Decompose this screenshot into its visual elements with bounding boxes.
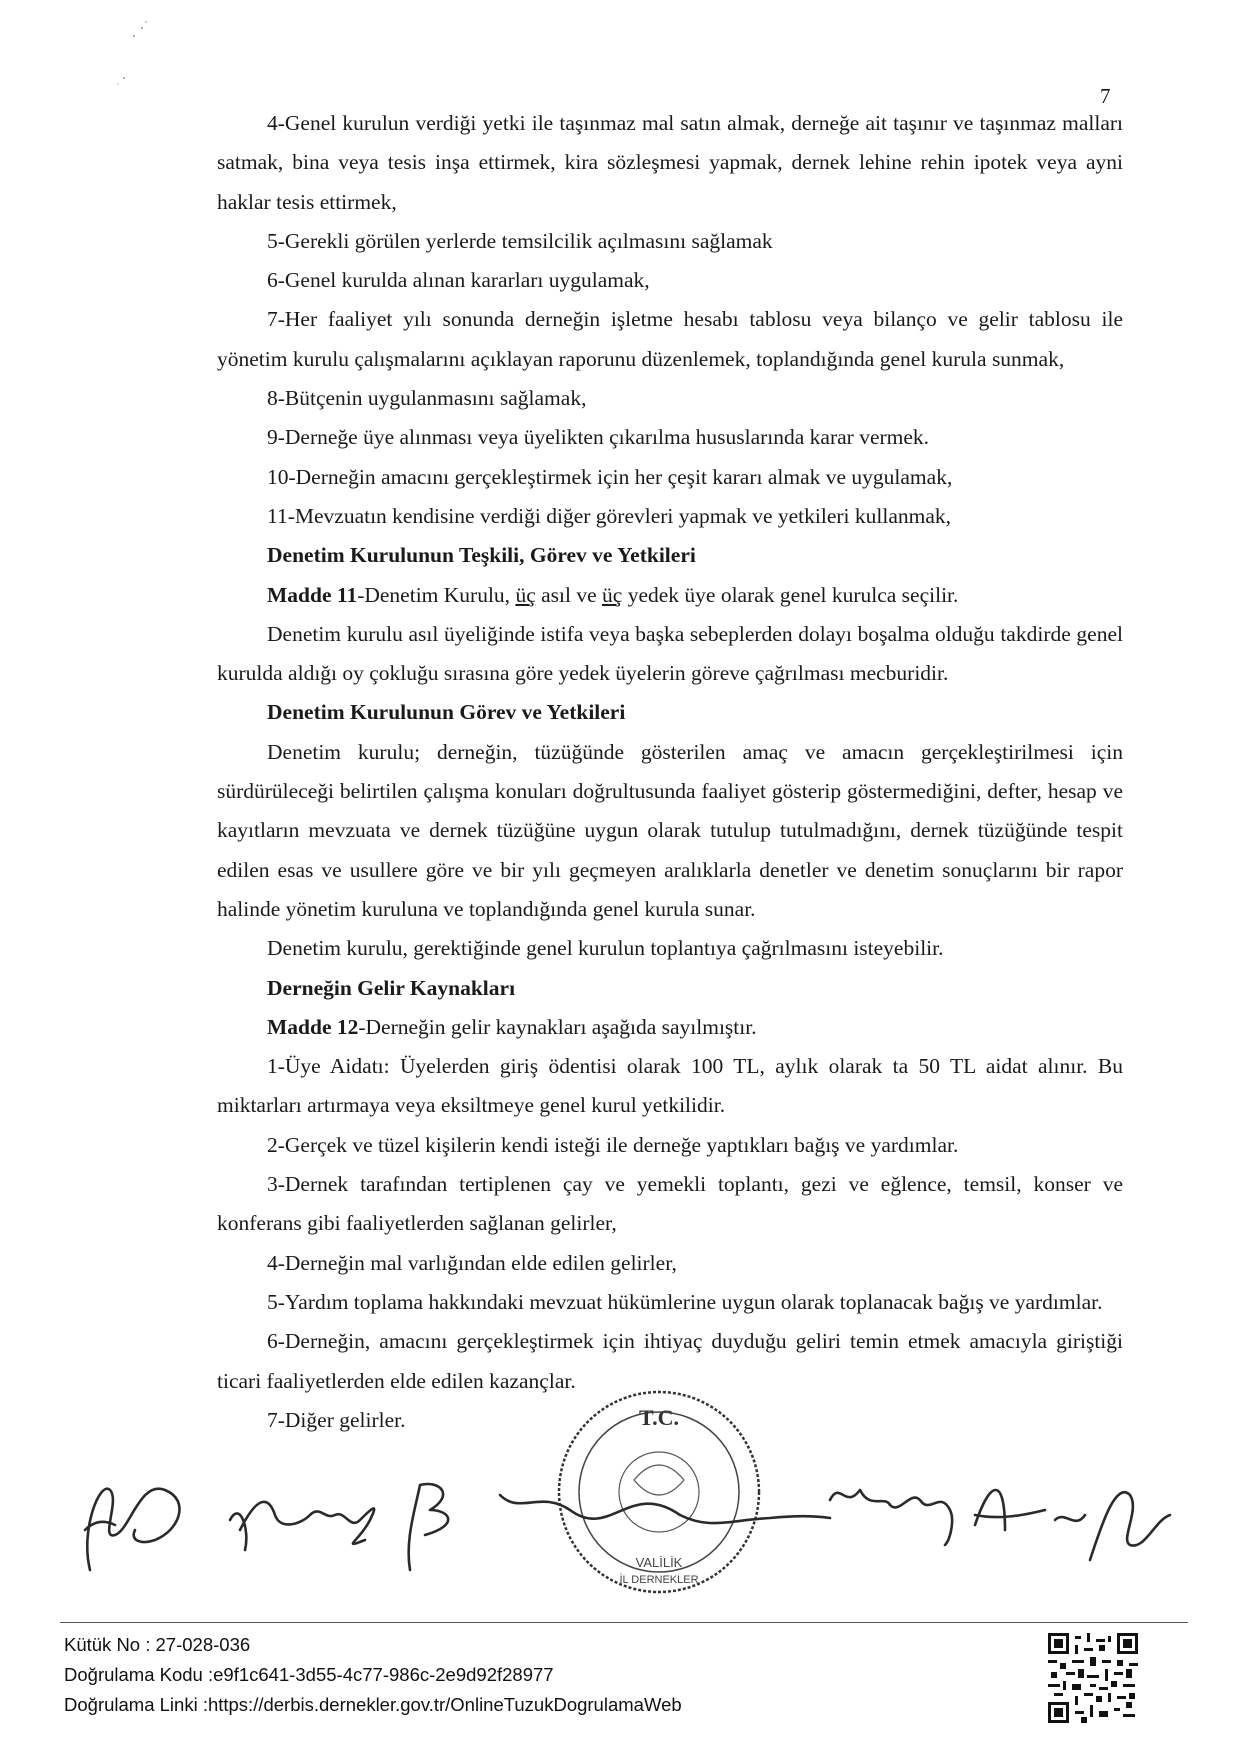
- paragraph: 5-Gerekli görülen yerlerde temsilcilik açılmasını sağlamak: [267, 228, 773, 253]
- paragraph: Denetim kurulu; derneğin, tüzüğünde gösterilen amaç ve amacın gerçekleştirilmesi için sürdürüleceği belirtilen çalışma konuları doğrultusunda faaliyet gösterip göstermediğini, defter, hesap ve kayıtların mevzuata ve dernek tüzüğüne uygun olarak tutulup tutulmadığını, dernek tüzüğünde tespit edilen esas ve usullere göre ve bir yılı geçmeyen aralıklarla denetler ve denetim sonuçlarını bir rapor halinde yönetim kuruluna ve toplandığında genel kurula sunar.: [217, 739, 1123, 921]
- paragraph: 5-Yardım toplama hakkındaki mevzuat hükümlerine uygun olarak toplanacak bağış ve yardımlar.: [267, 1289, 1103, 1314]
- document-body: [217, 104, 1123, 1440]
- section-heading: Denetim Kurulunun Görev ve Yetkileri: [267, 700, 626, 725]
- svg-text:İL DERNEKLER: İL DERNEKLER: [619, 1574, 699, 1586]
- registry-number: Kütük No : 27-028-036: [64, 1634, 251, 1655]
- paragraph: 1-Üye Aidatı: Üyelerden giriş ödentisi olarak 100 TL, aylık olarak ta 50 TL aidat alınır. Bu miktarları artırmaya veya eksiltmeye genel kurul yetkilidir.: [217, 1054, 1123, 1118]
- article-text: -Denetim Kurulu,: [357, 582, 516, 607]
- page-number: 7: [1100, 84, 1111, 108]
- footer-divider: [60, 1622, 1188, 1623]
- article-text: asıl ve: [535, 582, 603, 607]
- paragraph: 7-Her faaliyet yılı sonunda derneğin işletme hesabı tablosu veya bilanço ve gelir tablosu ile yönetim kurulu çalışmalarını açıklayan raporunu düzenlemek, toplandığında genel kurula sunmak,: [217, 307, 1123, 371]
- paragraph: 2-Gerçek ve tüzel kişilerin kendi isteği ile derneğe yaptıkları bağış ve yardımlar.: [267, 1132, 959, 1157]
- paragraph: 11-Mevzuatın kendisine verdiği diğer görevleri yapmak ve yetkileri kullanmak,: [267, 503, 952, 528]
- underlined-word: üç: [515, 582, 536, 607]
- paragraph: 4-Genel kurulun verdiği yetki ile taşınmaz mal satın almak, derneğe ait taşınır ve taşınmaz malları satmak, bina veya tesis inşa ettirmek, kira sözleşmesi yapmak, dernek lehine rehin ipotek veya ayni haklar tesis ettirmek,: [217, 111, 1123, 214]
- underlined-word: üç: [602, 582, 623, 607]
- article-text: -Derneğin gelir kaynakları aşağıda sayılmıştır.: [358, 1014, 757, 1039]
- section-heading: Denetim Kurulunun Teşkili, Görev ve Yetkileri: [267, 543, 696, 568]
- paragraph: Denetim kurulu, gerektiğinde genel kurulun toplantıya çağrılmasını isteyebilir.: [267, 936, 944, 961]
- paragraph: 6-Derneğin, amacını gerçekleştirmek için ihtiyaç duyduğu geliri temin etmek amacıyla giriştiği ticari faaliyetlerden elde edilen kazançlar.: [217, 1329, 1123, 1393]
- paragraph: 3-Dernek tarafından tertiplenen çay ve yemekli toplantı, gezi ve eğlence, temsil, konser ve konferans gibi faaliyetlerden sağlanan gelirler,: [217, 1172, 1123, 1236]
- svg-text:VALİLİK: VALİLİK: [635, 1555, 683, 1570]
- svg-text:T.C.: T.C.: [639, 1405, 679, 1430]
- article-label: Madde 11: [267, 582, 358, 607]
- paragraph: Denetim kurulu asıl üyeliğinde istifa veya başka sebeplerden dolayı boşalma olduğu takdirde genel kurulda aldığı oy çokluğu sırasına göre yedek üyelerin göreve çağrılması mecburidir.: [217, 621, 1123, 686]
- article-label: Madde 12: [267, 1014, 359, 1039]
- paragraph: 6-Genel kurulda alınan kararları uygulamak,: [267, 268, 650, 293]
- paragraph: 7-Diğer gelirler.: [267, 1407, 406, 1432]
- article-text: yedek üye olarak genel kurulca seçilir.: [622, 582, 959, 607]
- scan-marks: [110, 16, 170, 96]
- article-12: [217, 1008, 1123, 1047]
- paragraph: 4-Derneğin mal varlığından elde edilen gelirler,: [267, 1250, 677, 1275]
- paragraph: 8-Bütçenin uygulanmasını sağlamak,: [267, 386, 587, 411]
- paragraph: 10-Derneğin amacını gerçekleştirmek için her çeşit kararı almak ve uygulamak,: [267, 464, 953, 489]
- verification-footer: [64, 1630, 682, 1720]
- section-heading: Derneğin Gelir Kaynakları: [267, 975, 516, 1000]
- qr-code-icon: [1048, 1633, 1138, 1723]
- paragraph: 9-Derneğe üye alınması veya üyelikten çıkarılma hususlarında karar vermek.: [267, 425, 930, 450]
- verification-link[interactable]: Doğrulama Linki :https://derbis.dernekler.gov.tr/OnlineTuzukDogrulamaWeb: [64, 1694, 682, 1715]
- signatures: [70, 1420, 1200, 1610]
- verification-code: Doğrulama Kodu :e9f1c641-3d55-4c77-986c-2e9d92f28977: [64, 1664, 554, 1685]
- article-11: [217, 576, 1123, 615]
